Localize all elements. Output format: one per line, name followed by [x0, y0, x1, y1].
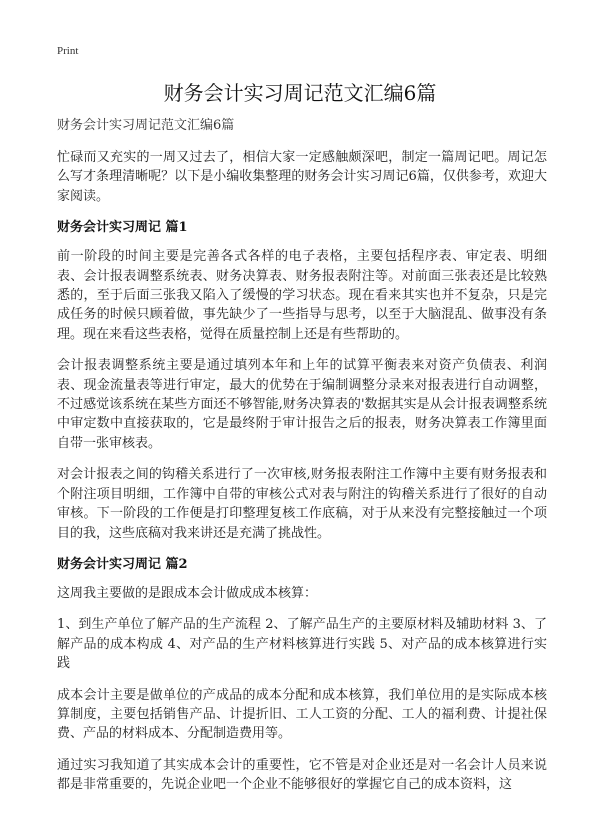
print-link[interactable]: Print [57, 45, 79, 57]
section-2-paragraph: 这周我主要做的是跟成本会计做成成本核算： [57, 585, 318, 601]
intro-paragraph: 忙碌而又充实的一周又过去了，相信大家一定感触颇深吧，制定一篇周记吧。周记怎么写才条理清晰呢？以下是小编收集整理的财务会计实习周记6篇，仅供参考，欢迎大家阅读。 [57, 150, 547, 204]
section-1-paragraph: 对会计报表之间的钩稽关系进行了一次审核,财务报表附注工作簿中主要有财务报表和个附注项目明细，工作簿中自带的审核公式对表与附注的钩稽关系进行了很好的自动审核。下一阶段的工作便是打印整理复核工作底稿，对于从来没有完整接触过一个项目的我，这些底稿对我来讲还是充满了挑战性。 [57, 467, 547, 541]
section-heading-2: 财务会计实习周记 篇2 [57, 556, 188, 572]
section-2-paragraph: 成本会计主要是做单位的产成品的成本分配和成本核算，我们单位用的是实际成本核算制度，主要包括销售产品、计提折旧、工人工资的分配、工人的福利费、计提社保费、产品的材料成本、分配制造费用等。 [57, 687, 547, 742]
document-subtitle: 财务会计实习周记范文汇编6篇 [57, 118, 235, 133]
section-1-paragraph: 前一阶段的时间主要是完善各式各样的电子表格，主要包括程序表、审定表、明细表、会计报表调整系统表、财务决算表、财务报表附注等。对前面三张表还是比较熟悉的，至于后面三张我又陷入了缓慢的学习状态。现在看来其实也并不复杂，只是完成任务的时候只顾着做，事先缺少了一些指导与思考，以至于大脑混乱、做事没有条理。现在来看这些表格，觉得在质量控制上还是有些帮助的。 [57, 249, 547, 342]
section-2-paragraph: 通过实习我知道了其实成本会计的重要性，它不管是对企业还是对一名会计人员来说都是非常重要的，先说企业吧一个企业不能够很好的掌握它自己的成本资料，这 [57, 757, 547, 793]
page-title: 财务会计实习周记范文汇编6篇 [163, 81, 437, 105]
section-2-paragraph: 1、到生产单位了解产品的生产流程 2、了解产品生产的主要原材料及辅助材料 3、了解产品的成本构成 4、对产品的生产材料核算进行实践 5、对产品的成本核算进行实践 [57, 617, 547, 672]
section-1-paragraph: 会计报表调整系统主要是通过填列本年和上年的试算平衡表来对资产负债表、利润表、现金流量表等进行审定，最大的优势在于编制调整分录来对报表进行自动调整，不过感觉该系统在某些方面还不够智能,财务决算表的'数据其实是从会计报表调整系统中审定数中直接获取的，它是最终附于审计报告之后的报表，财务决算表工作簿里面自带一张审核表。 [57, 358, 547, 451]
document-body [57, 148, 547, 807]
section-heading-1: 财务会计实习周记 篇1 [57, 220, 188, 236]
